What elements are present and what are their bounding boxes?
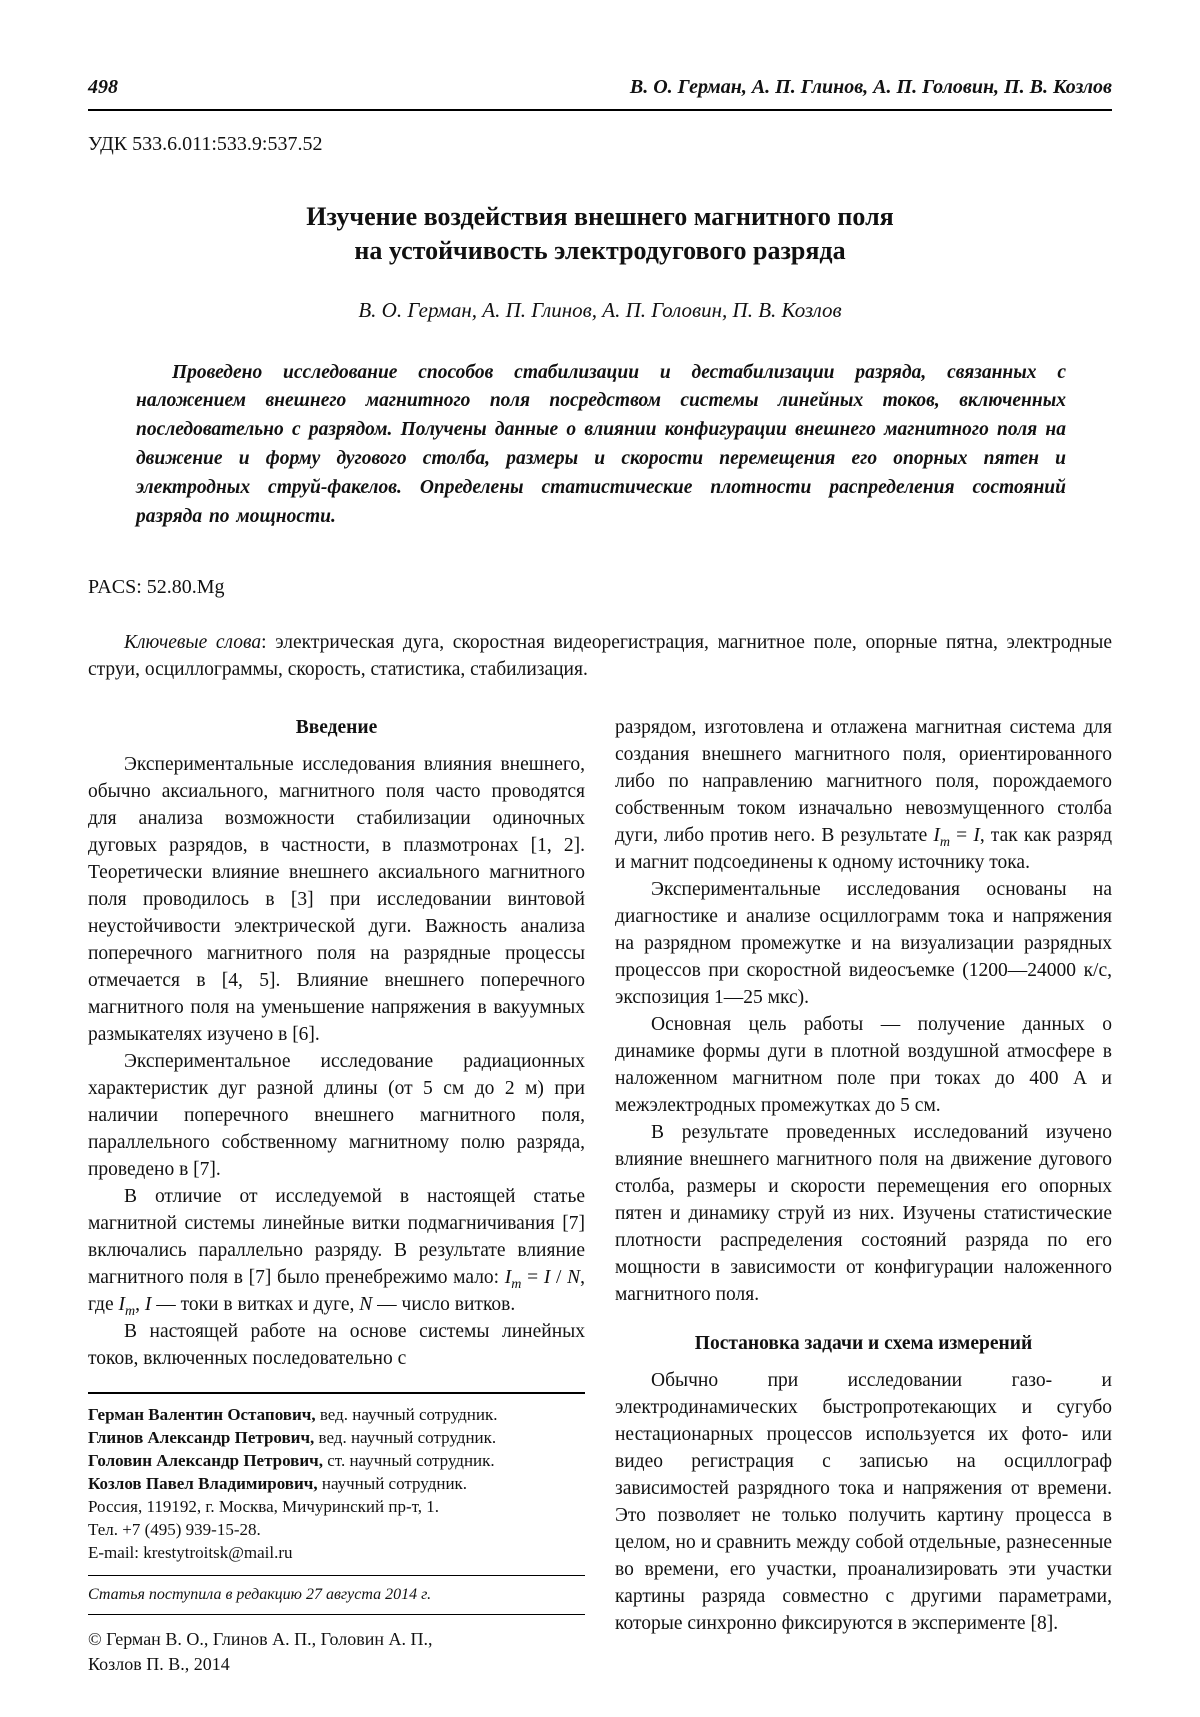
body-paragraph-2: Экспериментальные исследования основаны на диагностике и анализе осциллограмм тока и напряжения на разрядном промежутке и на визуализации разрядных процессов при скоростной видеосъемке (1200—24000 к/с, экспозиция 1—25 мкс). xyxy=(615,879,1112,1009)
intro-paragraph-1: Экспериментальные исследования влияния внешнего, обычно аксиального, магнитного поля часто проводятся для анализа возможности стабилизации одиночных дуговых разрядов, в частности, в плазмотронах [1, 2]. Теоретически влияние внешнего аксиального магнитного поля проводилось в [3] при исследовании винтовой неустойчивости электрической дуги. Важность анализа поперечного магнитного поля на разрядные процессы отмечается в [4, 5]. Влияние внешнего поперечного магнитного поля на уменьшение напряжения в вакуумных размыкателях изучено в [6]. xyxy=(88,754,585,1046)
intro-paragraph-4: В настоящей работе на основе системы линейных токов, включенных последовательно с xyxy=(88,1321,585,1370)
copyright-note: © Герман В. О., Глинов А. П., Головин А. П., Козлов П. В., 2014 xyxy=(88,1628,433,1675)
keywords-label: Ключевые слова xyxy=(124,631,262,653)
keywords-text: : электрическая дуга, скоростная видеорегистрация, магнитное поле, опорные пятна, электродные струи, осциллограммы, скорость, статистика, стабилизация. xyxy=(88,631,1112,681)
body-paragraph-1: разрядом, изготовлена и отлажена магнитная система для создания внешнего магнитного поля, ориентированного либо по направлению магнитного поля, порождаемого собственным током изначально невозмущенного столба дуги, либо против него. В результате $I_m = I$, так как разряд и магнит подсоединены к одному источнику тока. xyxy=(615,717,1112,874)
left-column xyxy=(88,714,585,1677)
footnote-author-2-role: вед. научный сотрудник. xyxy=(314,1428,497,1448)
body-paragraph-5: Обычно при исследовании газо- и электродинамических быстропротекающих и сугубо нестационарных процессов используется их фото- или видео регистрация с записью на осциллограф зависимостей разрядного тока и напряжения от времени. Это позволяет не только получить картину процесса в целом, но и сравнить между собой отдельные, разнесенные во времени, его участки, проанализировать эти участки картины разряда совместно с другими параметрами, которые синхронно фиксируются в эксперименте [8]. xyxy=(615,1370,1112,1635)
udc-code: УДК 533.6.011:533.9:537.52 xyxy=(88,133,323,155)
footnote-author-4-name: Козлов Павел Владимирович, xyxy=(88,1473,318,1493)
footnote-author-1-role: вед. научный сотрудник. xyxy=(315,1405,498,1425)
abstract: Проведено исследование способов стабилизации и дестабилизации разряда, связанных с наложением внешнего магнитного поля посредством системы линейных токов, включенных последовательно с разрядом. Получены данные о влиянии конфигурации внешнего магнитного поля на движение и форму дугового столба, размеры и скорости перемещения его опорных пятен и электродных струй-факелов. Определены статистические плотности распределения состояний разряда по мощности. xyxy=(136,361,1066,527)
footnote-author-2 xyxy=(88,1427,585,1450)
body-paragraph-4: В результате проведенных исследований изучено влияние внешнего магнитного поля на движение дугового столба, размеры и скорости перемещения его опорных пятен и динамику струй из них. Изучены статистические плотности распределения состояний разряда по его мощности в зависимости от конфигурации наложенного магнитного поля. xyxy=(615,1122,1112,1306)
footnote-author-3-role: ст. научный сотрудник. xyxy=(323,1451,495,1470)
pacs-code: PACS: 52.80.Mg xyxy=(88,575,225,598)
footnote-author-3 xyxy=(88,1450,585,1473)
received-note: Статья поступила в редакцию 27 августа 2014 г. xyxy=(88,1575,585,1615)
body-paragraph-3: Основная цель работы — получение данных о динамике формы дуги в плотной воздушной атмосфере в наложенном магнитном поле при токах до 400 А и межэлектродных промежутках до 5 см. xyxy=(615,1014,1112,1117)
footnote-email: E-mail: krestytroitsk@mail.ru xyxy=(88,1542,293,1562)
footnote-author-2-name: Глинов Александр Петрович, xyxy=(88,1428,315,1448)
footnote-phone: Тел. +7 (495) 939-15-28. xyxy=(88,1519,261,1539)
keywords xyxy=(88,629,1112,684)
intro-paragraph-3: В отличие от исследуемой в настоящей статье магнитной системы линейные витки подмагничивания [7] включались параллельно разряду. В результате влияние магнитного поля в [7] было пренебрежимо мало: $I_m = I / N$, где $I_m$, I — токи в витках и дуге, N — число витков. xyxy=(88,1186,586,1320)
footnote-author-1 xyxy=(88,1404,585,1427)
running-authors: В. О. Герман, А. П. Глинов, А. П. Головин, П. В. Козлов xyxy=(629,76,1112,98)
section-heading-setup: Постановка задачи и схема измерений xyxy=(694,1333,1033,1355)
intro-paragraph-2: Экспериментальное исследование радиационных характеристик дуг разной длины (от 5 см до 2 м) при наличии поперечного внешнего магнитного поля, параллельного собственному магнитному полю разряда, проведено в [7]. xyxy=(88,1051,585,1181)
running-header xyxy=(88,76,1112,111)
footnote-author-3-name: Головин Александр Петрович, xyxy=(88,1451,323,1470)
page-number: 498 xyxy=(88,76,118,98)
footnote-author-4-role: научный сотрудник. xyxy=(317,1473,468,1493)
article-authors: В. О. Герман, А. П. Глинов, А. П. Головин, П. В. Козлов xyxy=(358,297,842,322)
author-footnote xyxy=(88,1392,585,1565)
two-column-body xyxy=(88,714,1112,1677)
article-title-line2: на устойчивость электродугового разряда xyxy=(354,235,846,265)
footnote-author-4 xyxy=(88,1473,585,1496)
article-title xyxy=(88,200,1112,268)
footnote-author-1-name: Герман Валентин Остапович, xyxy=(88,1405,316,1425)
right-column xyxy=(615,714,1112,1677)
footnote-address: Россия, 119192, г. Москва, Мичуринский пр-т, 1. xyxy=(88,1496,440,1516)
section-heading-introduction: Введение xyxy=(295,717,378,739)
article-title-line1: Изучение воздействия внешнего магнитного поля xyxy=(306,202,894,231)
